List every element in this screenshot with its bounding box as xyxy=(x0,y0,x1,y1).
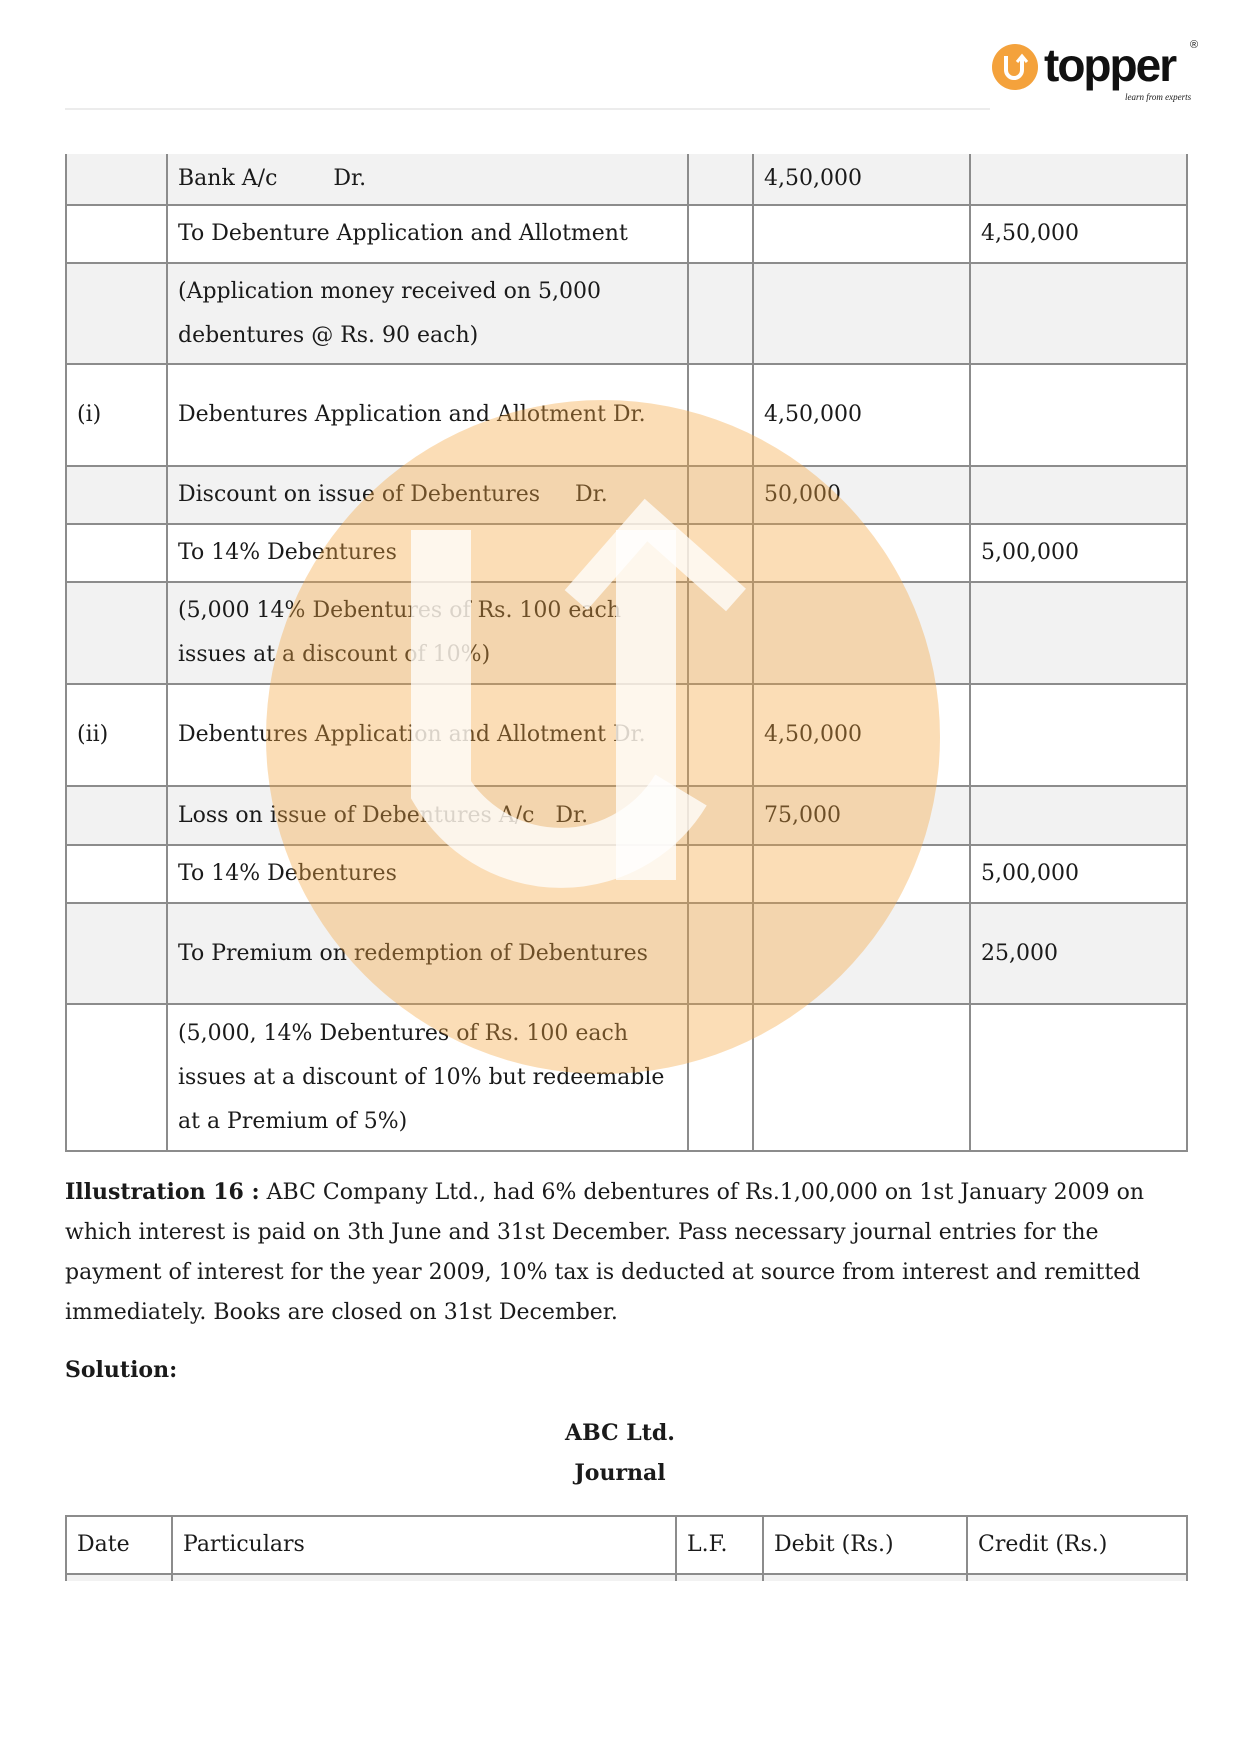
cell-date xyxy=(66,786,167,845)
cell-credit: 5,00,000 xyxy=(970,845,1187,903)
cell-credit xyxy=(970,684,1187,786)
cell-debit: 4,50,000 xyxy=(753,364,970,466)
cell-lf xyxy=(688,524,753,582)
column-header-particulars: Particulars xyxy=(172,1516,676,1574)
cell-particulars: Bank A/c Dr. xyxy=(167,154,688,205)
column-header-debit: Debit (Rs.) xyxy=(763,1516,967,1574)
document-body xyxy=(65,154,1190,1581)
journal-title: Journal xyxy=(574,1460,666,1486)
column-header-date: Date xyxy=(66,1516,172,1574)
cell-particulars: Discount on issue of Debentures Dr. xyxy=(167,466,688,524)
logo-tagline: learn from experts xyxy=(1125,92,1192,102)
cell-lf xyxy=(688,154,753,205)
cell-credit: 25,000 xyxy=(970,903,1187,1004)
cell-credit xyxy=(970,786,1187,845)
cell-credit: 4,50,000 xyxy=(970,205,1187,263)
cell-particulars: To 14% Debentures xyxy=(167,524,688,582)
cell-credit xyxy=(970,263,1187,364)
cell-lf xyxy=(688,263,753,364)
table-row xyxy=(66,786,1187,845)
cell-credit xyxy=(970,466,1187,524)
table-row xyxy=(66,524,1187,582)
cell-date xyxy=(66,263,167,364)
cell-date xyxy=(66,845,167,903)
table-row xyxy=(66,263,1187,364)
solution-heading: Solution: xyxy=(65,1357,178,1383)
cell-debit xyxy=(753,524,970,582)
registered-mark: ® xyxy=(1190,39,1199,51)
cell-lf xyxy=(688,466,753,524)
illustration-text: ABC Company Ltd., had 6% debentures of Rs.1,00,000 on 1st January 2009 on which interest is paid on 3th June and 31st December. Pass necessary journal entries for the payment of interest for the year 2009, 10% tax is deducted at source from interest and remitted immediately. Books are closed on 31st December. xyxy=(65,1180,1145,1325)
cell-credit xyxy=(970,154,1187,205)
column-header-credit: Credit (Rs.) xyxy=(967,1516,1187,1574)
cell-lf xyxy=(688,845,753,903)
cell-debit xyxy=(753,845,970,903)
cell-date xyxy=(66,154,167,205)
cell-lf xyxy=(688,582,753,684)
cell-particulars: Loss on issue of Debentures A/c Dr. xyxy=(167,786,688,845)
table-row xyxy=(66,845,1187,903)
cell-date xyxy=(66,582,167,684)
cell-debit: 4,50,000 xyxy=(753,154,970,205)
table-row xyxy=(66,903,1187,1004)
cell-date: (ii) xyxy=(66,684,167,786)
cell-date xyxy=(66,1004,167,1151)
journal-table-continued xyxy=(65,154,1188,1152)
cell-debit: 75,000 xyxy=(753,786,970,845)
cell-lf xyxy=(688,364,753,466)
cell-date xyxy=(66,205,167,263)
cell-credit xyxy=(970,364,1187,466)
table-row xyxy=(66,466,1187,524)
column-header-lf: L.F. xyxy=(676,1516,763,1574)
cell-debit xyxy=(753,205,970,263)
topper-logo xyxy=(990,40,1200,106)
cell-debit: 50,000 xyxy=(753,466,970,524)
logo-mark-icon xyxy=(992,44,1038,90)
table-row xyxy=(66,582,1187,684)
cell-date xyxy=(66,466,167,524)
illustration-label: Illustration 16 : xyxy=(65,1179,260,1205)
cell-credit xyxy=(970,582,1187,684)
cell-debit xyxy=(753,582,970,684)
cell-debit xyxy=(753,1004,970,1151)
cell-particulars: Debentures Application and Allotment Dr. xyxy=(167,684,688,786)
cell-particulars: To Debenture Application and Allotment xyxy=(167,205,688,263)
company-name: ABC Ltd. xyxy=(565,1420,675,1446)
table-row xyxy=(66,205,1187,263)
cell-credit xyxy=(970,1004,1187,1151)
cell-lf xyxy=(688,205,753,263)
cell-particulars: To 14% Debentures xyxy=(167,845,688,903)
cell-particulars: Debentures Application and Allotment Dr. xyxy=(167,364,688,466)
cell-particulars: (5,000, 14% Debentures of Rs. 100 each issues at a discount of 10% but redeemable at a Premium of 5%) xyxy=(167,1004,688,1151)
cell-particulars: To Premium on redemption of Debentures xyxy=(167,903,688,1004)
table-row xyxy=(66,1004,1187,1151)
table-row xyxy=(66,364,1187,466)
cell-date xyxy=(66,524,167,582)
cell-particulars: (5,000 14% Debentures of Rs. 100 each issues at a discount of 10%) xyxy=(167,582,688,684)
cell-credit: 5,00,000 xyxy=(970,524,1187,582)
cell-debit xyxy=(753,263,970,364)
table-row xyxy=(66,684,1187,786)
illustration-paragraph xyxy=(65,1172,1190,1333)
journal-header-table xyxy=(65,1515,1188,1581)
cell-lf xyxy=(688,684,753,786)
table-row xyxy=(66,154,1187,205)
cell-lf xyxy=(688,903,753,1004)
cell-debit: 4,50,000 xyxy=(753,684,970,786)
header-divider xyxy=(65,108,990,110)
cell-debit xyxy=(753,903,970,1004)
cell-lf xyxy=(688,1004,753,1151)
cell-lf xyxy=(688,786,753,845)
cell-date xyxy=(66,903,167,1004)
logo-wordmark: topper xyxy=(1044,39,1176,91)
cell-date: (i) xyxy=(66,364,167,466)
cell-particulars: (Application money received on 5,000 debentures @ Rs. 90 each) xyxy=(167,263,688,364)
